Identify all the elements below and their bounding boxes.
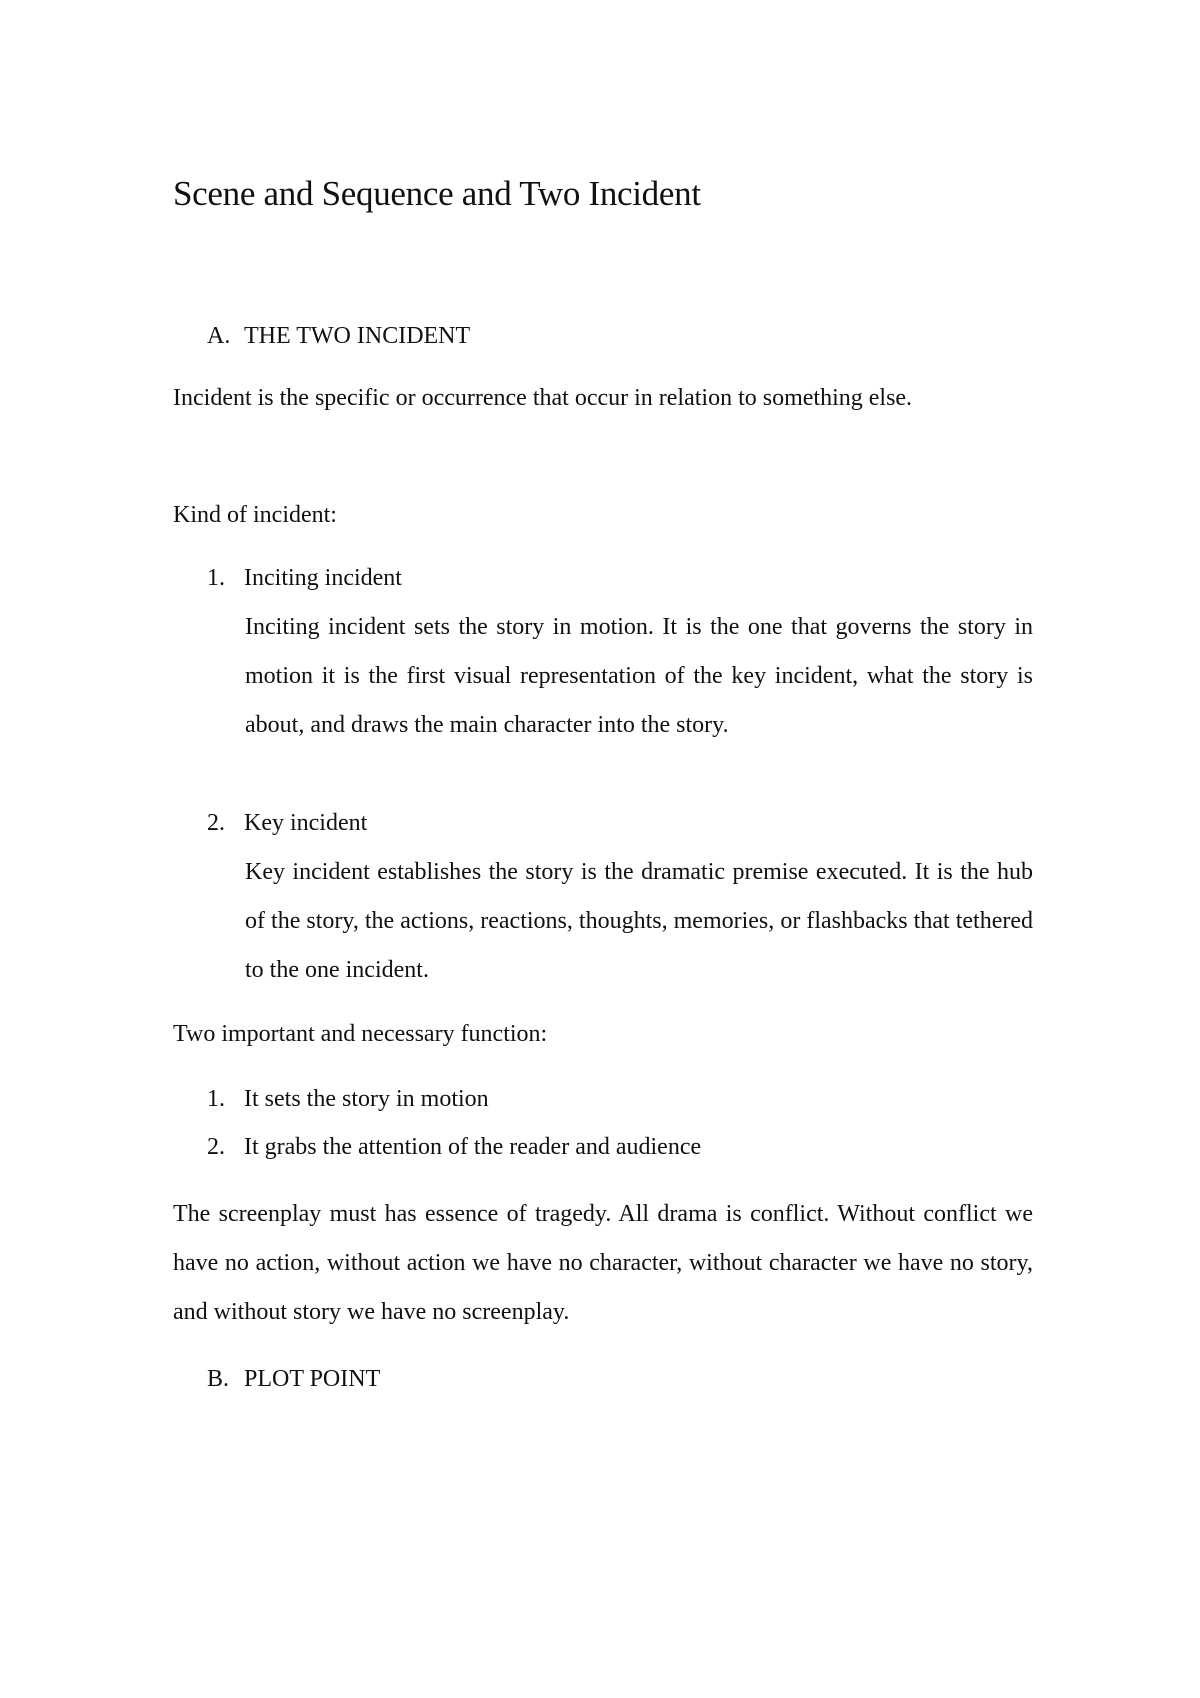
kind-item-2-number: 2. (207, 810, 225, 836)
document-title: Scene and Sequence and Two Incident (173, 174, 701, 213)
function-item-1-number: 1. (207, 1086, 225, 1112)
kind-item-1-body: Inciting incident sets the story in motion. It is the one that governs the story in motion it is the first visual representation of the key incident, what the story is about, and draws the main character into the story. (245, 614, 1033, 738)
function-item-2-text: It grabs the attention of the reader and audience (244, 1134, 702, 1160)
function-item-2-number: 2. (207, 1134, 225, 1160)
function-item-1 (207, 1084, 489, 1114)
section-a-marker: A. (207, 323, 231, 349)
kind-item-2-title: Key incident (244, 810, 368, 836)
section-b-heading (207, 1364, 380, 1394)
kind-item-2-body: Key incident establishes the story is the dramatic premise executed. It is the hub of the story, the actions, reactions, thoughts, memories, or flashbacks that tethered to the one incident. (245, 859, 1033, 983)
functions-label: Two important and necessary function: (173, 1021, 548, 1047)
kind-item-1-title: Inciting incident (244, 565, 402, 591)
function-item-2 (207, 1132, 701, 1162)
section-a-title: THE TWO INCIDENT (244, 323, 471, 349)
section-a-heading (207, 321, 470, 351)
intro-paragraph: Incident is the specific or occurrence that occur in relation to something else. (173, 385, 913, 411)
kinds-label: Kind of incident: (173, 502, 337, 528)
kind-item-1-heading (207, 563, 402, 593)
section-b-title: PLOT POINT (244, 1366, 381, 1392)
function-item-1-text: It sets the story in motion (244, 1086, 489, 1112)
closing-paragraph: The screenplay must has essence of tragedy. All drama is conflict. Without conflict we have no action, without action we have no character, without character we have no story, and without story we have no screenplay. (173, 1201, 1033, 1325)
section-b-marker: B. (207, 1366, 230, 1392)
kind-item-2-heading (207, 808, 367, 838)
kind-item-1-number: 1. (207, 565, 225, 591)
